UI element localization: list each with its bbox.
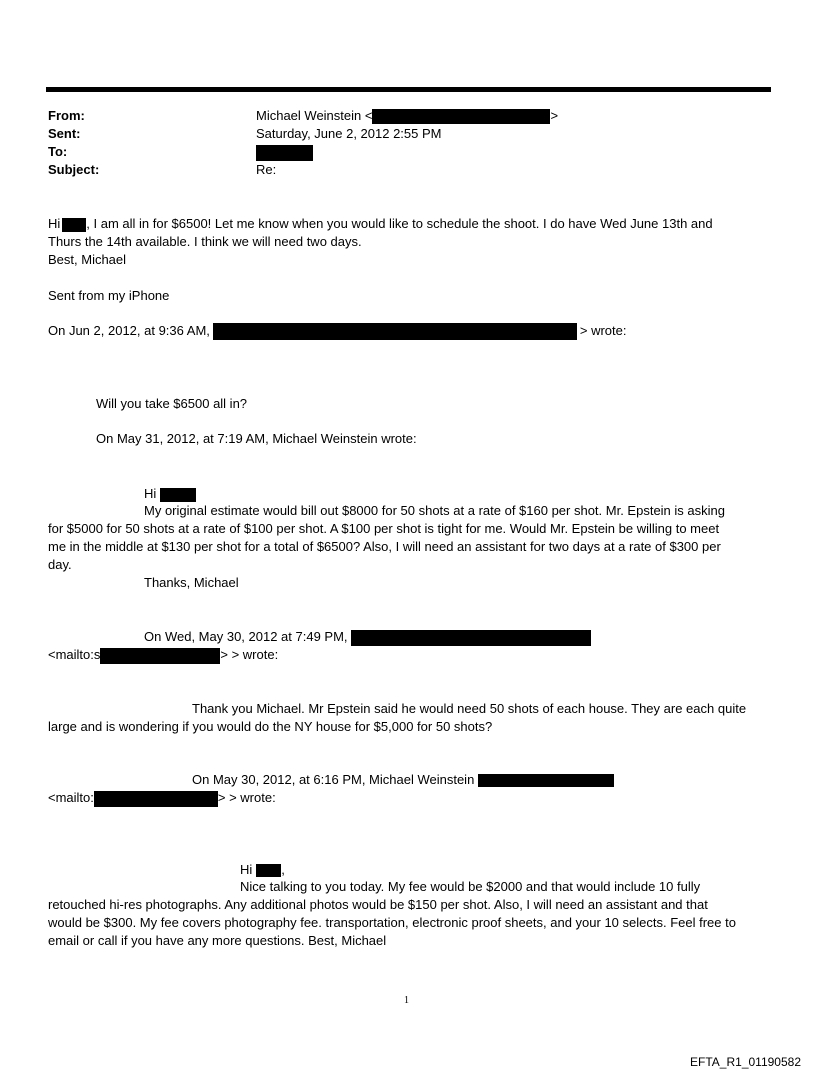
q3-line1: Thank you Michael. Mr Epstein said he would need 50 shots of each house. They are each quite <box>192 701 747 716</box>
q4-mailto <box>48 789 276 807</box>
quote1-attrib <box>48 322 627 340</box>
mailto-prefix: <mailto: <box>48 790 94 805</box>
msg1-line2: Thurs the 14th available. I think we will need two days. <box>48 234 362 249</box>
document-id: EFTA_R1_01190582 <box>690 1055 801 1069</box>
q2-signoff: Thanks, Michael <box>144 575 239 590</box>
q3-attrib-text: On Wed, May 30, 2012 at 7:49 PM, <box>144 629 348 644</box>
q3-mailto <box>48 646 278 664</box>
header-rule <box>46 87 771 92</box>
q3-wrote: > > wrote: <box>220 647 279 662</box>
greeting-comma: , <box>281 862 285 877</box>
q4-line1: Nice talking to you today. My fee would be $2000 and that would include 10 fully <box>240 879 701 894</box>
from-suffix: > <box>550 108 559 123</box>
to-value <box>256 143 313 161</box>
quote1-prefix: On Jun 2, 2012, at 9:36 AM, <box>48 323 210 338</box>
q4-attrib <box>192 771 614 789</box>
msg1-line1 <box>48 215 713 233</box>
redaction-box <box>213 323 577 340</box>
from-value <box>256 107 558 125</box>
redaction-box <box>478 774 614 787</box>
redaction-box <box>160 488 196 502</box>
subject-value: Re: <box>256 162 277 177</box>
redaction-box <box>256 864 281 877</box>
sent-value: Saturday, June 2, 2012 2:55 PM <box>256 126 442 141</box>
q2-line3: me in the middle at $130 per shot for a total of $6500? Also, I will need an assistant for two days at a rate of $300 per <box>48 539 721 554</box>
q1-body: Will you take $6500 all in? <box>96 396 248 411</box>
q4-line4: email or call if you have any more questions. Best, Michael <box>48 933 387 948</box>
q4-attrib-text: On May 30, 2012, at 6:16 PM, Michael Weinstein <box>192 772 475 787</box>
q2-line2: for $5000 for 50 shots at a rate of $100 per shot. A $100 per shot is tight for me. Would Mr. Epstein be willing to meet <box>48 521 720 536</box>
greeting: Hi <box>48 216 61 231</box>
q1-attrib: On May 31, 2012, at 7:19 AM, Michael Weinstein wrote: <box>96 431 417 446</box>
redaction-box <box>372 109 550 124</box>
page-number: 1 <box>404 995 409 1006</box>
q4-greeting <box>240 861 285 879</box>
q2-greeting <box>144 485 196 503</box>
to-label: To: <box>48 144 68 159</box>
q4-wrote: > > wrote: <box>217 790 276 805</box>
q3-attrib <box>144 628 591 646</box>
redaction-box <box>351 630 591 646</box>
subject-label: Subject: <box>48 162 100 177</box>
quote1-suffix: > wrote: <box>579 323 627 338</box>
sent-label: Sent: <box>48 126 81 141</box>
sent-from: Sent from my iPhone <box>48 288 170 303</box>
redaction-box <box>62 218 86 232</box>
q4-line2: retouched hi-res photographs. Any additional photos would be $150 per shot. Also, I will need an assistant and that <box>48 897 708 912</box>
q4-line3: would be $300. My fee covers photography fee. transportation, electronic proof sheets, and your 10 selects. Feel free to <box>48 915 736 930</box>
q3-line2: large and is wondering if you would do the NY house for $5,000 for 50 shots? <box>48 719 493 734</box>
from-label: From: <box>48 108 85 123</box>
greeting: Hi <box>240 862 253 877</box>
msg1-signoff: Best, Michael <box>48 252 127 267</box>
from-name: Michael Weinstein < <box>256 108 373 123</box>
redaction-box <box>100 648 220 664</box>
msg1-text: , I am all in for $6500! Let me know when you would like to schedule the shoot. I do have Wed June 13th and <box>86 216 713 231</box>
redaction-box <box>94 791 218 807</box>
q2-line1: My original estimate would bill out $8000 for 50 shots at a rate of $160 per shot. Mr. Epstein is asking <box>144 503 725 518</box>
mailto-prefix: <mailto:s <box>48 647 101 662</box>
redaction-box <box>256 145 313 161</box>
greeting: Hi <box>144 486 157 501</box>
q2-line4: day. <box>48 557 72 572</box>
